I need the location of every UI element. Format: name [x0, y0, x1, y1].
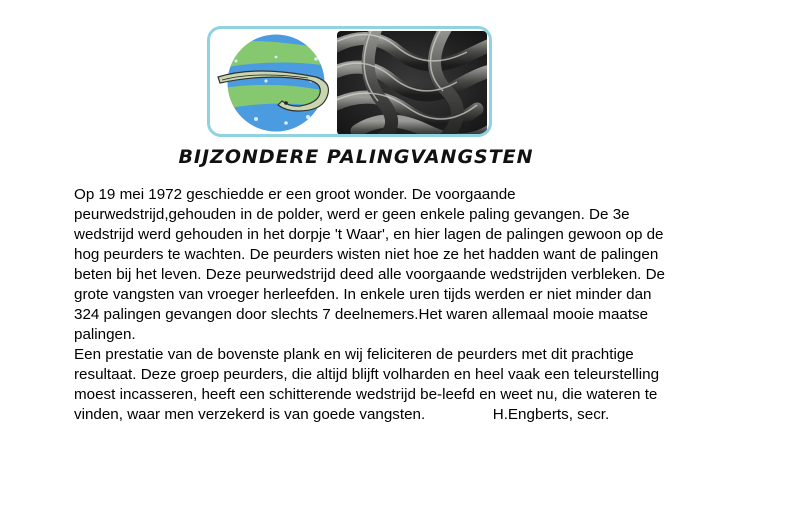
article-paragraph-text: Een prestatie van de bovenste plank en wij feliciteren de peurders met dit prachtige resultaat. Deze groep peurders, die altijd blijft volharden en heel vaak een teleurstelling moest incasseren, heeft een schitterende wedstrijd be-leefd en weet nu, die wateren te vinden, waar men verzekerd is van goede vangsten. — [74, 346, 664, 423]
eel-logo-icon — [216, 31, 336, 135]
article-title: BIJZONDERE PALINGVANGSTEN — [178, 146, 534, 168]
article-paragraph — [74, 345, 674, 425]
article-body — [74, 185, 674, 425]
article-paragraph: Op 19 mei 1972 geschiedde er een groot wonder. De voorgaande peurwedstrijd,gehouden in de polder, werd er geen enkele paling gevangen. De 3e wedstrijd werd gehouden in het dorpje 't Waar', en hier lagen de palingen gewoon op de hog peurders te wachten. De peurders wisten niet hoe ze het hadden want de palingen beten bij het leven. Deze peurwedstrijd deed alle voorgaande wedstrijden verbleken. De grote vangsten van vroeger herleefden. In enkele uren tijds werden er niet minder dan 324 palingen gevangen door slechts 7 deelnemers.Het waren allemaal mooie maatse palingen. — [74, 186, 670, 343]
signature: H.Engberts, secr. — [492, 406, 610, 423]
header-image-frame — [207, 26, 492, 137]
eels-photo — [337, 31, 487, 135]
